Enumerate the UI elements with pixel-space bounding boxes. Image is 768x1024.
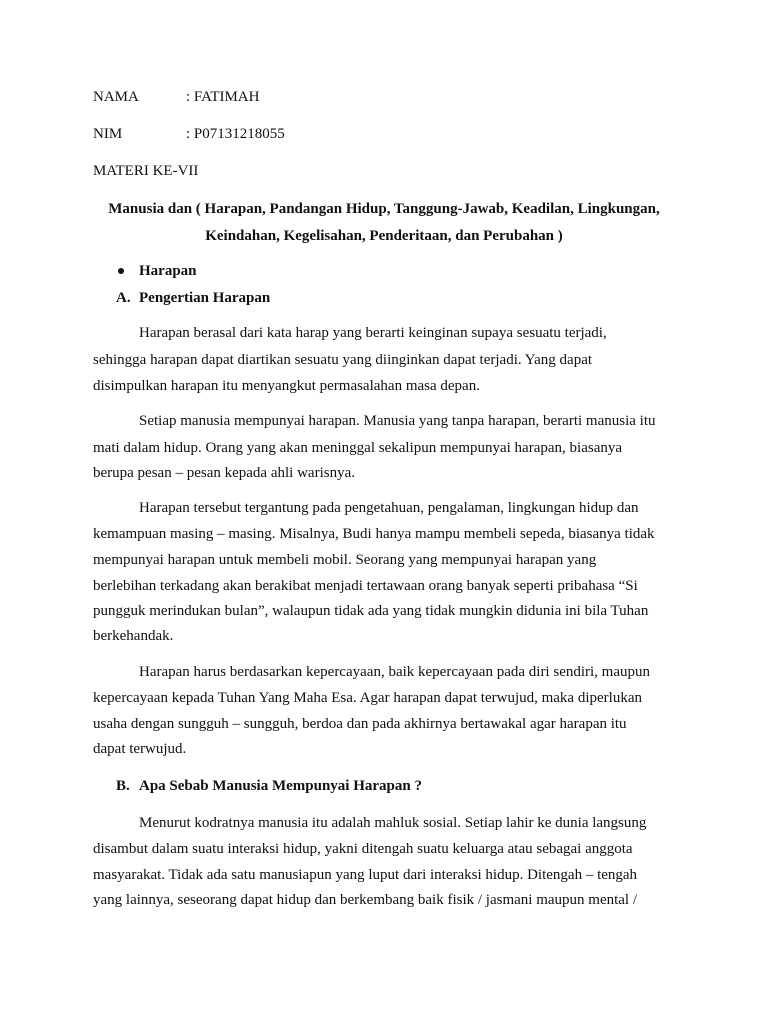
para-a2-line-3: berupa pesan – pesan kepada ahli warisnya. [93, 465, 355, 481]
para-a2-line-1: Setiap manusia mempunyai harapan. Manusia yang tanpa harapan, berarti manusia itu [139, 413, 656, 429]
para-a2-line-2: mati dalam hidup. Orang yang akan meninggal sekalipun mempunyai harapan, biasanya [93, 440, 623, 456]
nim-value: : P07131218055 [186, 126, 285, 142]
bullet-heading: Harapan [139, 263, 197, 279]
para-a1-line-1: Harapan berasal dari kata harap yang berarti keinginan supaya sesuatu terjadi, [139, 325, 607, 341]
section-b-heading: Apa Sebab Manusia Mempunyai Harapan ? [139, 778, 422, 794]
para-a3-line-3: mempunyai harapan untuk membeli mobil. Seorang yang mempunyai harapan yang [93, 552, 597, 568]
para-b1-line-1: Menurut kodratnya manusia itu adalah mahluk sosial. Setiap lahir ke dunia langsung [139, 815, 647, 831]
para-b1-line-4: yang lainnya, seseorang dapat hidup dan berkembang baik fisik / jasmani maupun mental / [93, 892, 638, 908]
para-a3-line-5: pungguk merindukan bulan”, walaupun tidak ada yang tidak mungkin didunia ini bila Tuhan [93, 603, 649, 619]
para-a1-line-2: sehingga harapan dapat diartikan sesuatu yang diinginkan dapat terjadi. Yang dapat [93, 352, 593, 368]
para-a3-line-6: berkehandak. [93, 628, 174, 644]
section-b-marker: B. [116, 778, 130, 794]
nama-value: : FATIMAH [186, 89, 260, 105]
section-a-marker: A. [116, 290, 131, 306]
para-b1-line-2: disambut dalam suatu interaksi hidup, yakni ditengah suatu keluarga atau sebagai anggota [93, 841, 633, 857]
para-a4-line-1: Harapan harus berdasarkan kepercayaan, baik kepercayaan pada diri sendiri, maupun [139, 664, 651, 680]
para-a3-line-1: Harapan tersebut tergantung pada pengetahuan, pengalaman, lingkungan hidup dan [139, 500, 639, 516]
nama-label: NAMA [93, 89, 139, 105]
para-b1-line-3: masyarakat. Tidak ada satu manusiapun yang luput dari interaksi hidup. Ditengah – tengah [93, 867, 638, 883]
para-a3-line-2: kemampuan masing – masing. Misalnya, Budi hanya mampu membeli sepeda, biasanya tidak [93, 526, 655, 542]
para-a3-line-4: berlebihan terkadang akan berakibat menjadi tertawaan orang banyak seperti pribahasa “Si [93, 578, 638, 594]
section-a-heading: Pengertian Harapan [139, 290, 271, 306]
materi-label: MATERI KE-VII [93, 163, 199, 179]
nim-label: NIM [93, 126, 123, 142]
para-a4-line-3: usaha dengan sungguh – sungguh, berdoa dan pada akhirnya bertawakal agar harapan itu [93, 716, 627, 732]
document-title-line-2: Keindahan, Kegelisahan, Penderitaan, dan Perubahan ) [205, 228, 563, 244]
bullet-icon [118, 268, 124, 274]
document-title-line-1: Manusia dan ( Harapan, Pandangan Hidup, Tanggung-Jawab, Keadilan, Lingkungan, [108, 201, 660, 217]
para-a4-line-4: dapat terwujud. [93, 741, 187, 757]
para-a4-line-2: kepercayaan kepada Tuhan Yang Maha Esa. Agar harapan dapat terwujud, maka diperlukan [93, 690, 642, 706]
para-a1-line-3: disimpulkan harapan itu menyangkut permasalahan masa depan. [93, 378, 480, 394]
